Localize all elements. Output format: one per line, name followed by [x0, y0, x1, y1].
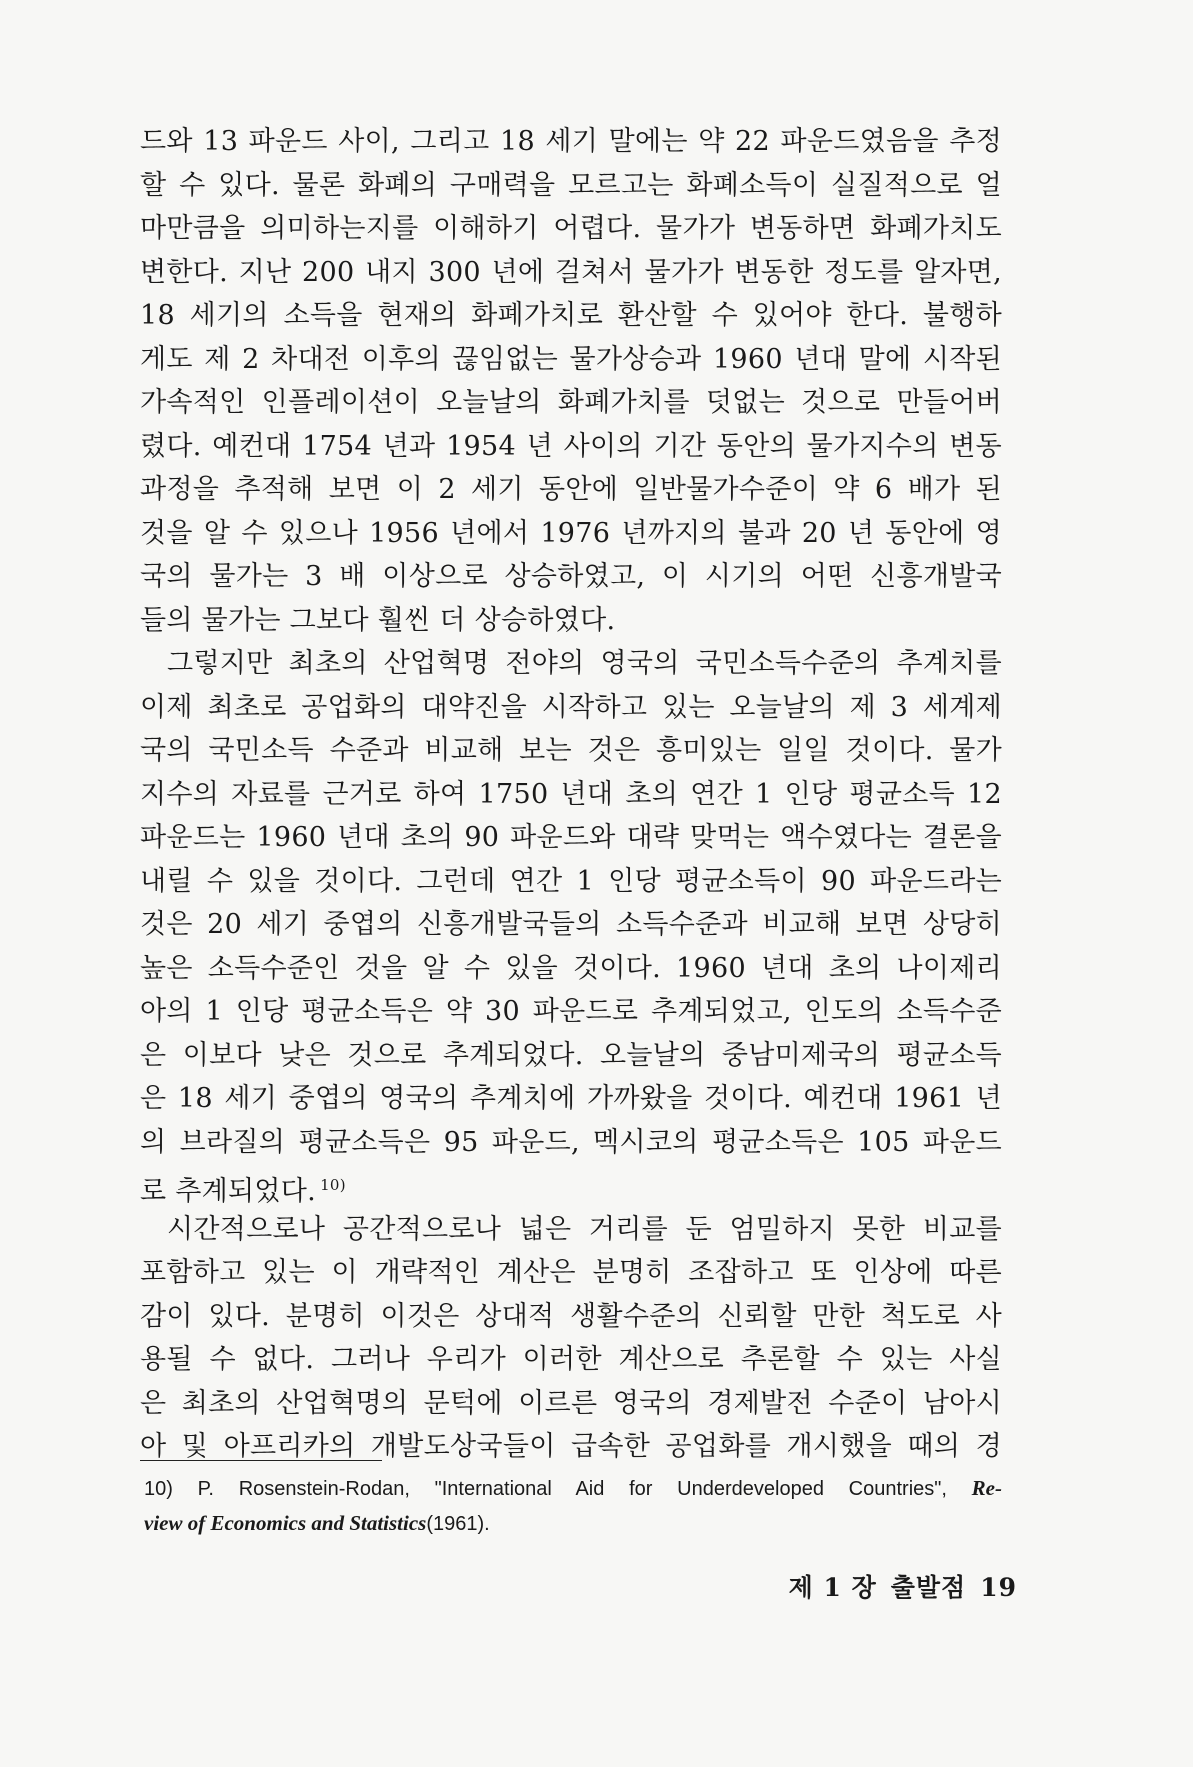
text-line: 아의 1 인당 평균소득은 약 30 파운드로 추계되었고, 인도의 소득수준 [140, 996, 1002, 1027]
footnote [144, 1471, 1002, 1541]
text-line: 은 18 세기 중엽의 영국의 추계치에 가까왔을 것이다. 예컨대 1961 년 [140, 1083, 1002, 1114]
text-line: 렸다. 예컨대 1754 년과 1954 년 사이의 기간 동안의 물가지수의 변동 [140, 430, 1002, 462]
text-line: 과정을 추적해 보면 이 2 세기 동안에 일반물가수준이 약 6 배가 된 [140, 474, 1002, 505]
footnote-divider [140, 1460, 382, 1461]
text-line: 높은 소득수준인 것을 알 수 있을 것이다. 1960 년대 초의 나이제리 [140, 952, 1002, 984]
text-line: 변한다. 지난 200 내지 300 년에 걸쳐서 물가가 변동한 정도를 알자면, [140, 256, 1002, 288]
text-line: 18 세기의 소득을 현재의 화폐가치로 환산할 수 있어야 한다. 불행하 [140, 300, 1002, 331]
text-line: 감이 있다. 분명히 이것은 상대적 생활수준의 신뢰할 만한 척도로 사 [140, 1300, 1002, 1332]
text-line: 이제 최초로 공업화의 대약진을 시작하고 있는 오늘날의 제 3 세계제 [140, 691, 1002, 723]
footnote-reference: 10) [320, 1176, 346, 1194]
footnote-line [144, 1506, 1002, 1541]
text-line: 국의 국민소득 수준과 비교해 보는 것은 흥미있는 일일 것이다. 물가 [140, 735, 1002, 766]
text-line: 내릴 수 있을 것이다. 그런데 연간 1 인당 평균소득이 90 파운드라는 [140, 865, 1002, 897]
text-line: 의 브라질의 평균소득은 95 파운드, 멕시코의 평균소득은 105 파운드 [140, 1126, 1002, 1158]
footnote-number: 10) [144, 1478, 173, 1500]
footnote-title: "International Aid for Underdeveloped Countries", [434, 1478, 947, 1500]
footnote-year: (1961). [426, 1513, 490, 1535]
footnote-line [144, 1471, 1002, 1506]
text-line: 시간적으로나 공간적으로나 넓은 거리를 둔 엄밀하지 못한 비교를 [167, 1213, 1002, 1245]
text-line: 할 수 있다. 물론 화폐의 구매력을 모르고는 화폐소득이 실질적으로 얼 [140, 169, 1002, 201]
text-line: 게도 제 2 차대전 이후의 끊임없는 물가상승과 1960 년대 말에 시작된 [140, 343, 1002, 375]
text-line: 은 최초의 산업혁명의 문턱에 이르른 영국의 경제발전 수준이 남아시 [140, 1387, 1002, 1419]
page-footer [775, 1568, 1017, 1604]
text-line: 가속적인 인플레이션이 오늘날의 화폐가치를 덧없는 것으로 만들어버 [140, 387, 1002, 418]
text-line: 포함하고 있는 이 개략적인 계산은 분명히 조잡하고 또 인상에 따른 [140, 1257, 1002, 1288]
footnote-author: P. Rosenstein-Rodan, [197, 1478, 410, 1500]
text-line: 드와 13 파운드 사이, 그리고 18 세기 말에는 약 22 파운드였음을 추정 [140, 126, 1002, 157]
text-line: 것을 알 수 있으나 1956 년에서 1976 년까지의 불과 20 년 동안에 영 [140, 517, 1002, 549]
text-line: 지수의 자료를 근거로 하여 1750 년대 초의 연간 1 인당 평균소득 12 [140, 778, 1002, 810]
section-label: 출발점 [890, 1573, 967, 1602]
text-line: 들의 물가는 그보다 훨씬 더 상승하였다. [140, 604, 616, 636]
text-line: 국의 물가는 3 배 이상으로 상승하였고, 이 시기의 어떤 신흥개발국 [140, 561, 1002, 592]
text-line: 그렇지만 최초의 산업혁명 전야의 영국의 국민소득수준의 추계치를 [167, 648, 1002, 679]
text-line: 아 및 아프리카의 개발도상국들이 급속한 공업화를 개시했을 때의 경 [140, 1431, 1002, 1462]
text-line: 것은 20 세기 중엽의 신흥개발국들의 소득수준과 비교해 보면 상당히 [140, 909, 1002, 940]
text-line: 은 이보다 낮은 것으로 추계되었다. 오늘날의 중남미제국의 평균소득 [140, 1039, 1002, 1071]
text-line: 파운드는 1960 년대 초의 90 파운드와 대략 맞먹는 액수였다는 결론을 [140, 822, 1002, 853]
text-line: 용될 수 없다. 그러나 우리가 이러한 계산으로 추론할 수 있는 사실 [140, 1344, 1002, 1375]
page-number: 19 [980, 1573, 1017, 1602]
footnote-journal-start: Re- [971, 1476, 1002, 1500]
text-line: 마만큼을 의미하는지를 이해하기 어렵다. 물가가 변동하면 화폐가치도 [140, 213, 1002, 244]
body-text [140, 120, 1002, 1469]
text-line: 로 추계되었다. [140, 1176, 317, 1207]
text-line-with-footnote [140, 1164, 1002, 1208]
footnote-journal: view of Economics and Statistics [144, 1511, 427, 1535]
chapter-label: 제 1 장 [788, 1573, 877, 1602]
